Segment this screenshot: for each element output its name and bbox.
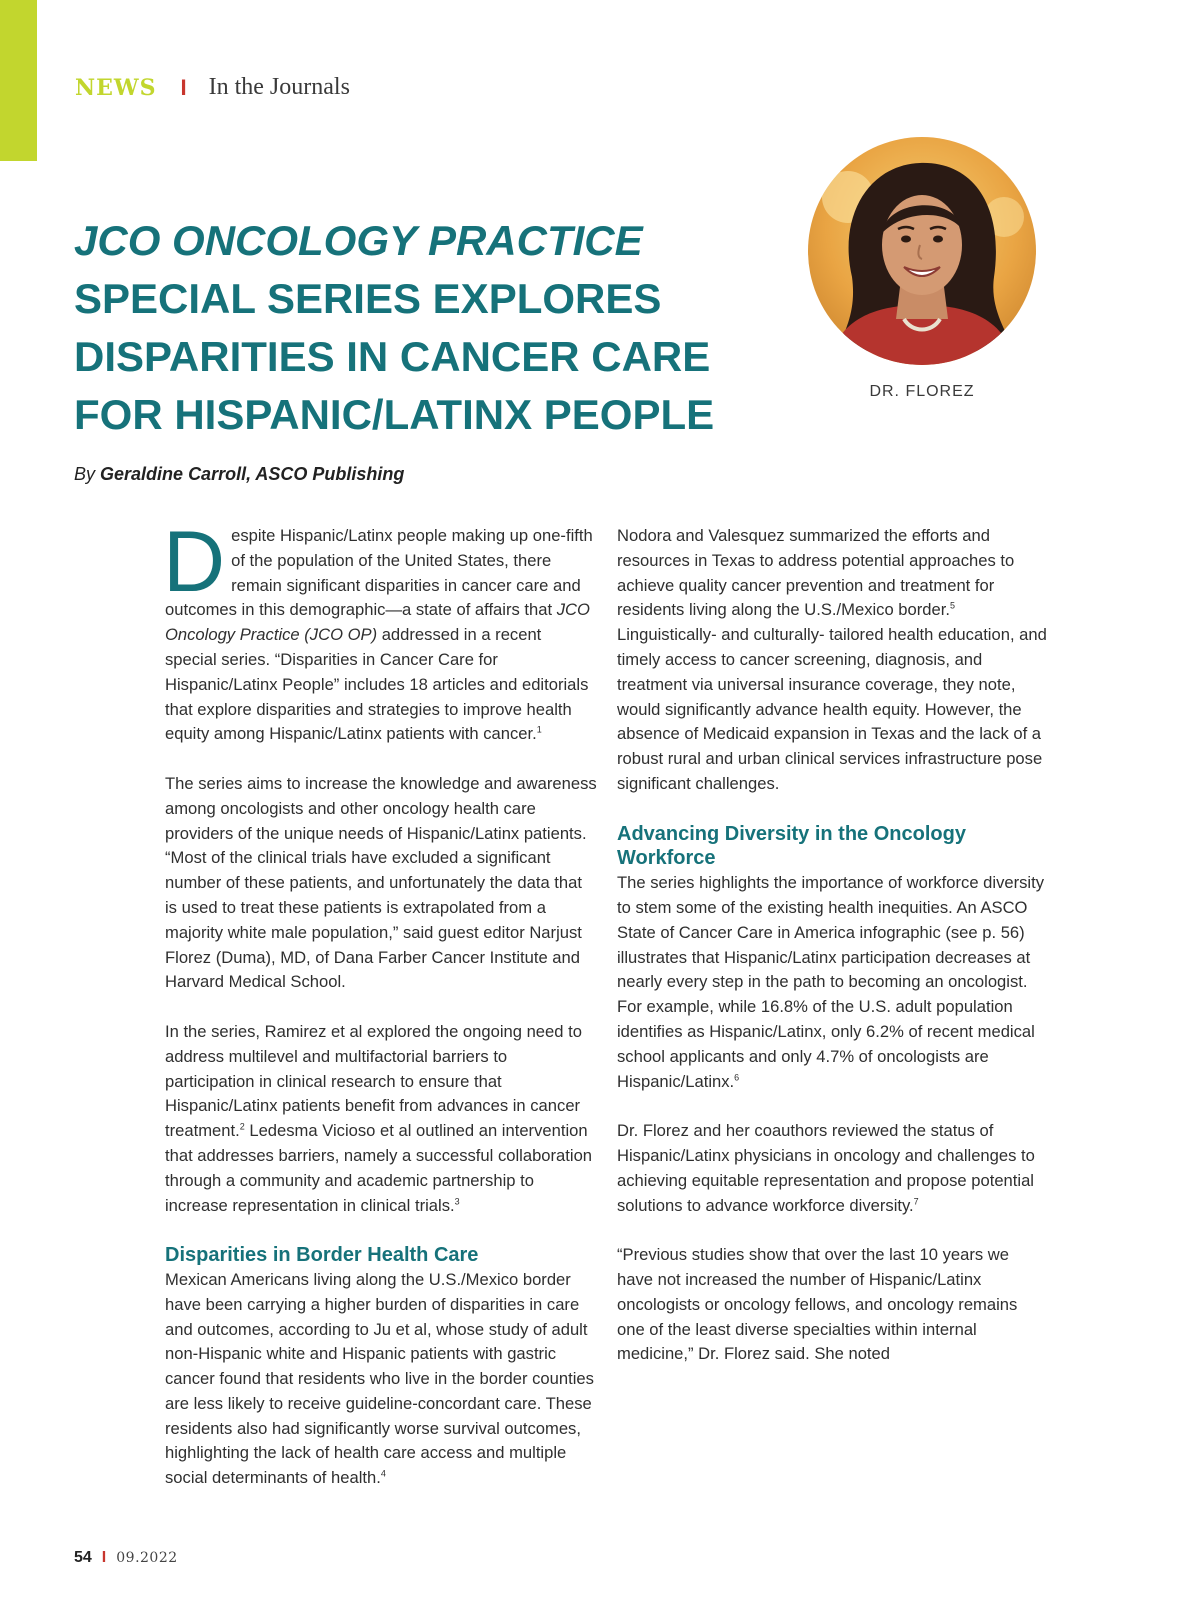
paragraph-texas-efforts	[617, 524, 1049, 797]
studies-text-a: In the series, Ramirez et al explored the ongoing need to address multilevel and multifactorial barriers to participation in clinical research to ensure that Hispanic/Latinx patients benefit from advances in cancer treatment.	[165, 1021, 582, 1141]
article-column-right	[617, 524, 1049, 1392]
photo-caption: DR. FLOREZ	[869, 383, 975, 400]
headline-line-2: SPECIAL SERIES EXPLORES	[74, 275, 662, 322]
intro-text-b: addressed in a recent special series. “Disparities in Cancer Care for Hispanic/Latinx People” includes 18 articles and editorials that explore disparities and strategies to improve health equity among Hispanic/Latinx patients with cancer.	[165, 625, 589, 744]
intro-text-a: espite Hispanic/Latinx people making up one-fifth of the population of the United States, there remain significant disparities in cancer care and outcomes in this demographic—a state of affairs that	[165, 526, 593, 620]
reference-6: 6	[734, 1072, 740, 1082]
reference-7: 7	[913, 1195, 919, 1206]
paragraph-intro	[163, 514, 597, 747]
paragraph-coauthors	[617, 1119, 1049, 1218]
workforce-text: The series highlights the importance of workforce diversity to stem some of the existing health inequities. An ASCO State of Cancer Care in America infographic (see p. 56) illustrates that Hispanic/Latinx participation decreases at nearly every step in the path to becoming an oncologist. For example, while 16.8% of the U.S. adult population identifies as Hispanic/Latinx, only 6.2% of recent medical school applicants and only 4.7% of oncologists are Hispanic/Latinx.	[617, 873, 1045, 1091]
section-name: In the Journals	[208, 74, 350, 100]
byline-author: Geraldine Carroll, ASCO Publishing	[100, 464, 405, 484]
byline-prefix: By	[74, 464, 96, 484]
paragraph-series-aims: The series aims to increase the knowledge and awareness among oncologists and other oncology health care providers of the unique needs of Hispanic/Latinx patients. “Most of the clinical trials have excluded a significant number of these patients, and unfortunately the data that is used to treat these patients is extrapolated from a majority white male population,” said guest editor Narjust Florez (Duma), MD, of Dana Farber Cancer Institute and Harvard Medical School.	[165, 773, 597, 992]
footer-separator: I	[101, 1549, 107, 1566]
reference-3: 3	[454, 1195, 460, 1206]
paragraph-quote: “Previous studies show that over the last 10 years we have not increased the number of Hispanic/Latinx oncologists or oncology fellows, and oncology remains one of the least diverse specialties within internal medicine,” Dr. Florez said. She noted	[617, 1245, 1018, 1364]
texas-text-b: Linguistically- and culturally- tailored health education, and timely access to cancer screening, diagnosis, and treatment via universal insurance coverage, they note, would significantly advance health equity. However, the absence of Medicaid expansion in Texas and the lack of a robust rural and urban clinical services infrastructure pose significant challenges.	[617, 625, 1047, 793]
journal-name: JCO Oncology Practice (JCO OP)	[165, 600, 590, 645]
portrait-illustration	[808, 137, 1036, 365]
reference-1: 1	[536, 724, 542, 735]
paragraph-series-studies	[165, 1020, 597, 1218]
subheading-border-health: Disparities in Border Health Care	[165, 1244, 479, 1267]
accent-side-bar	[0, 0, 37, 161]
subheading-workforce-diversity: Advancing Diversity in the Oncology Workforce	[617, 822, 966, 870]
reference-2: 2	[239, 1121, 245, 1132]
border-health-text: Mexican Americans living along the U.S./Mexico border have been carrying a higher burden of disparities in care and outcomes, according to Ju et al, whose study of adult non-Hispanic white and Hispanic patients with gastric cancer found that residents who live in the border counties are less likely to receive guideline-concordant care. These residents also had significantly worse survival outcomes, highlighting the lack of health care access and multiple social determinants of health.	[165, 1269, 594, 1488]
section-kicker: NEWS	[75, 74, 157, 101]
paragraph-workforce	[617, 871, 1049, 1094]
author-portrait	[808, 137, 1036, 365]
byline	[74, 464, 404, 485]
headline-line-3: DISPARITIES IN CANCER CARE	[74, 333, 711, 380]
page-footer	[74, 1549, 178, 1567]
paragraph-border-health	[165, 1268, 597, 1491]
texas-text-a: Nodora and Valesquez summarized the efforts and resources in Texas to address potential approaches to achieve quality cancer prevention and treatment for residents living along the U.S./Mexico border.	[617, 526, 1015, 620]
section-label	[75, 74, 350, 101]
headline-line-4: FOR HISPANIC/LATINX PEOPLE	[74, 391, 715, 438]
reference-5: 5	[949, 600, 955, 611]
headline-line-journal: JCO ONCOLOGY PRACTICE	[74, 217, 643, 264]
page-number: 54	[74, 1549, 92, 1566]
reference-4: 4	[380, 1468, 386, 1479]
drop-cap: D	[163, 514, 226, 610]
section-separator: I	[180, 74, 187, 100]
headline	[74, 212, 734, 444]
issue-date: 09.2022	[116, 1550, 178, 1566]
coauthors-text: Dr. Florez and her coauthors reviewed the status of Hispanic/Latinx physicians in oncology and challenges to achieving equitable representation and propose potential solutions to advance workforce diversity.	[617, 1121, 1035, 1215]
article-column-left	[163, 514, 597, 1516]
studies-text-b: Ledesma Vicioso et al outlined an intervention that addresses barriers, namely a successful collaboration through a community and academic partnership to increase representation in clinical trials.	[165, 1121, 593, 1215]
